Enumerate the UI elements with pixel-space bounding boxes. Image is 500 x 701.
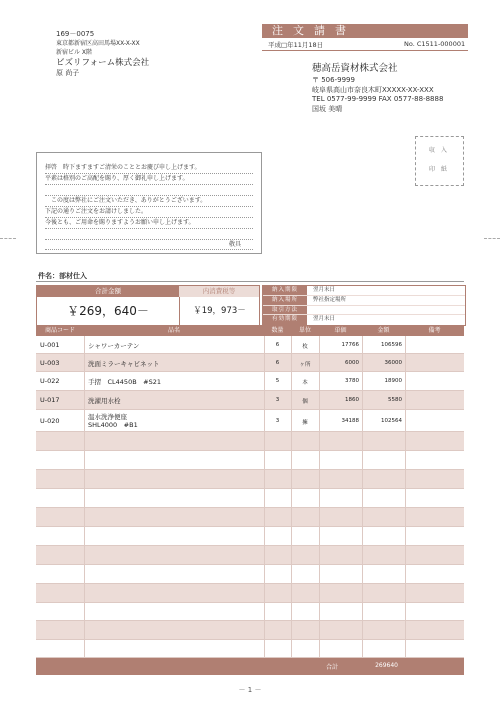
- col-header-note: 備考: [428, 327, 441, 334]
- items-table: [36, 325, 464, 675]
- total-amount-value: ￥269，640－: [67, 304, 149, 318]
- total-amount-box: [36, 285, 260, 327]
- supplier-address: 岐阜県高山市奈良木町XXXXX-XX-XXX: [312, 85, 434, 94]
- table-footer: [36, 658, 464, 675]
- column-divider: [319, 336, 320, 658]
- tax-value: ￥19，973－: [179, 297, 259, 326]
- supplier-tel-fax: TEL 0577-99-9999 FAX 0577-88-8888: [312, 95, 444, 103]
- message-line: 拝啓 時下ますますご清栄のこととお慶び申し上げます。: [45, 162, 253, 174]
- cell-qty: 3: [275, 418, 280, 424]
- subject-underline: [36, 281, 464, 282]
- cell-qty: 6: [275, 342, 280, 348]
- cell-price: 17766: [341, 342, 359, 348]
- cell-amount: 36000: [384, 360, 402, 366]
- cell-name-2: SHL4000 #B1: [88, 421, 138, 429]
- footer-total-value: 269640: [375, 662, 398, 669]
- table-row: [36, 391, 464, 410]
- cell-qty: 6: [275, 360, 280, 366]
- table-header: [36, 325, 464, 336]
- footer-total-label: 合計: [325, 664, 338, 671]
- cell-amount: 18900: [384, 378, 402, 384]
- cell-name: 手摺 CL4450B #S21: [88, 378, 162, 386]
- col-header-name: 品名: [167, 327, 180, 334]
- cell-code: U-017: [40, 396, 60, 404]
- cell-unit: 本: [302, 380, 308, 386]
- greeting-message-box: [36, 152, 262, 254]
- delivery-label: 納入期限: [263, 286, 307, 295]
- supplier-block: [312, 62, 482, 114]
- col-header-price: 単価: [334, 327, 347, 334]
- cell-name: 洗面ミラーキャビネット: [88, 360, 160, 368]
- empty-row: [36, 546, 464, 565]
- cell-unit: 個: [302, 399, 308, 405]
- column-divider: [291, 336, 292, 658]
- col-header-code: 商品コード: [44, 327, 75, 334]
- column-divider: [362, 336, 363, 658]
- cell-code: U-020: [40, 417, 60, 425]
- message-closing: 敬具: [45, 239, 253, 250]
- delivery-label: 納入場所: [263, 296, 307, 305]
- col-header-qty: 数量: [271, 327, 284, 334]
- revenue-stamp-box: [415, 136, 464, 186]
- table-row: [36, 372, 464, 391]
- cell-price: 1860: [345, 397, 359, 403]
- delivery-row: [263, 286, 465, 296]
- delivery-info-box: [262, 285, 466, 326]
- subject-line: 件名：部材仕入: [38, 272, 87, 280]
- cell-amount: 5580: [388, 397, 402, 403]
- document-number: No. C1511-000001: [404, 40, 466, 48]
- cell-amount: 102564: [381, 418, 402, 424]
- empty-row: [36, 508, 464, 527]
- total-amount-label: 合計金額: [37, 286, 179, 297]
- cell-qty: 3: [275, 397, 280, 403]
- supplier-company: 穂高岳資材株式会社: [312, 63, 398, 74]
- recipient-postal: 169－0075: [56, 30, 95, 38]
- empty-row: [36, 584, 464, 603]
- column-divider: [264, 336, 265, 658]
- cell-price: 3780: [345, 378, 359, 384]
- page-number: － 1 －: [238, 686, 262, 694]
- cell-unit: 擁: [302, 420, 308, 426]
- issue-date: 平成□年11月18日: [268, 41, 324, 49]
- delivery-row: [263, 296, 465, 306]
- document-title: 注文請書: [262, 24, 468, 38]
- table-row: [36, 410, 464, 432]
- cell-code: U-003: [40, 359, 60, 367]
- delivery-row: [263, 315, 465, 325]
- cell-code: U-001: [40, 341, 60, 349]
- cell-price: 6000: [345, 360, 359, 366]
- empty-row: [36, 527, 464, 546]
- supplier-postal: 〒 506-9999: [312, 76, 355, 84]
- recipient-company: ビズリフォーム株式会社: [56, 58, 150, 68]
- message-line: 下記の通りご注文をお請けしました。: [45, 206, 253, 218]
- delivery-value: 弊社指定場所: [313, 296, 347, 303]
- delivery-label: 有効期限: [263, 315, 307, 325]
- column-divider: [84, 336, 85, 658]
- delivery-row: [263, 306, 465, 316]
- cell-name: 温水洗浄便座: [88, 413, 127, 421]
- empty-row: [36, 621, 464, 640]
- empty-row: [36, 640, 464, 658]
- stamp-label-1: 収 入: [429, 147, 449, 154]
- delivery-value: 翌月末日: [313, 316, 336, 323]
- cell-qty: 5: [275, 378, 280, 384]
- recipient-address2: 新宿ビル X階: [56, 49, 93, 56]
- column-divider: [405, 336, 406, 658]
- cell-code: U-022: [40, 377, 60, 385]
- cell-name: シャワーカーテン: [88, 342, 140, 350]
- col-header-amount: 金額: [377, 327, 390, 334]
- col-header-unit: 単位: [298, 327, 311, 334]
- cell-unit: ヶ所: [299, 362, 311, 368]
- delivery-label: 取引方法: [263, 306, 307, 315]
- empty-row: [36, 603, 464, 621]
- recipient-block: [56, 30, 246, 78]
- title-underline: [262, 50, 468, 51]
- empty-row: [36, 470, 464, 489]
- cell-name: 洗濯用水栓: [88, 397, 121, 405]
- recipient-address1: 東京都新宿区高田馬場XX-X-XX: [56, 40, 140, 47]
- cell-unit: 枚: [302, 344, 308, 350]
- table-row: [36, 354, 464, 372]
- table-row: [36, 336, 464, 354]
- empty-row: [36, 451, 464, 470]
- message-line: 今後とも、ご用命を賜りますようお願い申し上げます。: [45, 217, 253, 229]
- supplier-person: 国坂 美晴: [312, 104, 343, 113]
- message-line: この度は弊社にご注文いただき、ありがとうございます。: [45, 195, 253, 207]
- recipient-person: 原 尚子: [56, 69, 80, 77]
- empty-row: [36, 489, 464, 508]
- delivery-value: 翌月末日: [313, 287, 336, 293]
- stamp-label-2: 印 紙: [429, 166, 449, 173]
- fold-mark-right: [484, 238, 500, 240]
- fold-mark-left: [0, 238, 16, 240]
- empty-row: [36, 565, 464, 584]
- empty-row: [36, 432, 464, 451]
- tax-label: 内消費税等: [179, 286, 259, 297]
- cell-price: 34188: [341, 418, 359, 424]
- cell-amount: 106596: [381, 342, 402, 348]
- message-line: 平素は格別のご高配を賜り、厚く御礼申し上げます。: [45, 173, 253, 185]
